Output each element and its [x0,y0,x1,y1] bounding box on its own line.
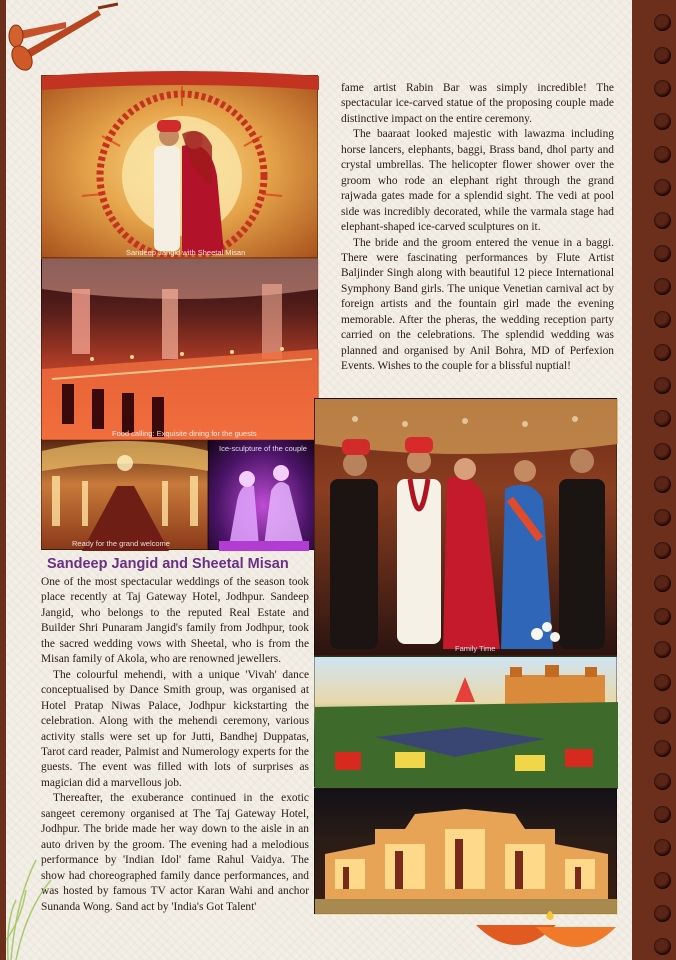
binding-hole [654,14,671,31]
binding-hole [654,509,671,526]
binding-hole [654,542,671,559]
venue-photo [314,656,617,788]
binding-hole [654,146,671,163]
binding-hole [654,344,671,361]
binding-hole [654,872,671,889]
article-body [41,575,309,915]
binding-hole [654,179,671,196]
binding-hole [654,80,671,97]
dining-photo [41,258,318,440]
spiral-binding [632,0,676,960]
binding-hole [654,674,671,691]
binding-hole [654,641,671,658]
magazine-page [6,0,654,960]
binding-hole [654,476,671,493]
binding-hole [654,47,671,64]
dining-caption: Food calling: Exquisite dining for the guests [112,429,257,438]
couple-photo [41,75,318,258]
grass-ornament-icon [6,800,66,960]
binding-hole [654,575,671,592]
binding-hole [654,905,671,922]
binding-hole [654,410,671,427]
binding-hole [654,443,671,460]
right-paragraph-2: The baaraat looked majestic with lawazma including horse lancers, elephants, baggi, Brass band, dhol party and crystal umbrellas. The helicopter flower shower over the groom who rode an elephant right through the grand rajwada gates made for a splendid sight. The vedi at pool side was incredibly decorated, while the varmala stage had elephant-shaped ice-carved sculptures on it. [341,128,614,234]
ice-caption: Ice-sculpture of the couple [219,444,307,453]
family-photo [314,398,617,656]
binding-hole [654,278,671,295]
binding-hole [654,707,671,724]
binding-hole [654,311,671,328]
palace-photo [314,788,617,914]
binding-hole [654,245,671,262]
binding-hole [654,839,671,856]
binding-hole [654,608,671,625]
hall-photo [41,440,208,550]
binding-hole [654,212,671,229]
right-column-text [341,81,614,375]
article-paragraph-1: One of the most spectacular weddings of the season took place recently at Taj Gateway Hotel, Jodhpur. Sandeep Jangid, who belongs to the reputed Real Estate and Builder Shri Punaram Jangid's family from Jodhpur, took the sacred wedding vows with Sheetal, who is from the Misan family of Akola, who are renowned jewellers. [41,576,309,666]
diya-lamp-icon [476,905,616,960]
right-paragraph-1: fame artist Rabin Bar was simply incredible! The spectacular ice-carved statue of the proposing couple made distinctive impact on the entire ceremony. [341,82,614,125]
binding-hole [654,806,671,823]
trumpet-ornament-icon [6,2,126,72]
ice-sculpture-photo [208,440,318,550]
binding-hole [654,113,671,130]
couple-caption: Sandeep Jangid with Sheetal Misan [126,248,246,257]
binding-hole [654,377,671,394]
binding-hole [654,938,671,955]
article-paragraph-2: The colourful mehendi, with a unique 'Vivah' dance conceptualised by Dance Smith group, was organised at Hotel Pratap Niwas Palace, Jodhpur kickstarting the celebration. Along with the mehendi ceremony, various activity stalls were set up for Jutti, Bandhej Duppatas, Tarot card reader, Palmist and Numerology experts for the guests. The event was filled with lots of surprises as magician did a marvellous job. [41,668,309,789]
hall-caption: Ready for the grand welcome [72,539,170,548]
right-paragraph-3: The bride and the groom entered the venue in a baggi. There were fascinating performances by Flute Artist Baljinder Singh along with beautiful 12 piece International Symphony Band girls. The unique Venetian carnival act by foreign artists and the fountain girl made the evening memorable. After the pheras, the wedding reception party carried on the celebrations. The splendid wedding was planned and organised by Anil Bohra, MD of Perfexion Events. Wishes to the couple for a blissful nuptial! [341,236,614,373]
binding-hole [654,740,671,757]
article-paragraph-3: Thereafter, the exuberance continued in the exotic sangeet ceremony organised at The Taj Gateway Hotel, Jodhpur. The bride made her way down to the aisle in an auto driven by the groom. The evening had a melodious performance by 'Indian Idol' fame Rahul Vaidya. The show had choreographed family dance performances, and was hosted by famous TV actor Karan Wahi and anchor Sunanda Wong. Sand act by 'India's Got Talent' [41,792,309,913]
binding-hole [654,773,671,790]
article-heading: Sandeep Jangid and Sheetal Misan [47,556,289,572]
family-caption: Family Time [455,644,496,653]
